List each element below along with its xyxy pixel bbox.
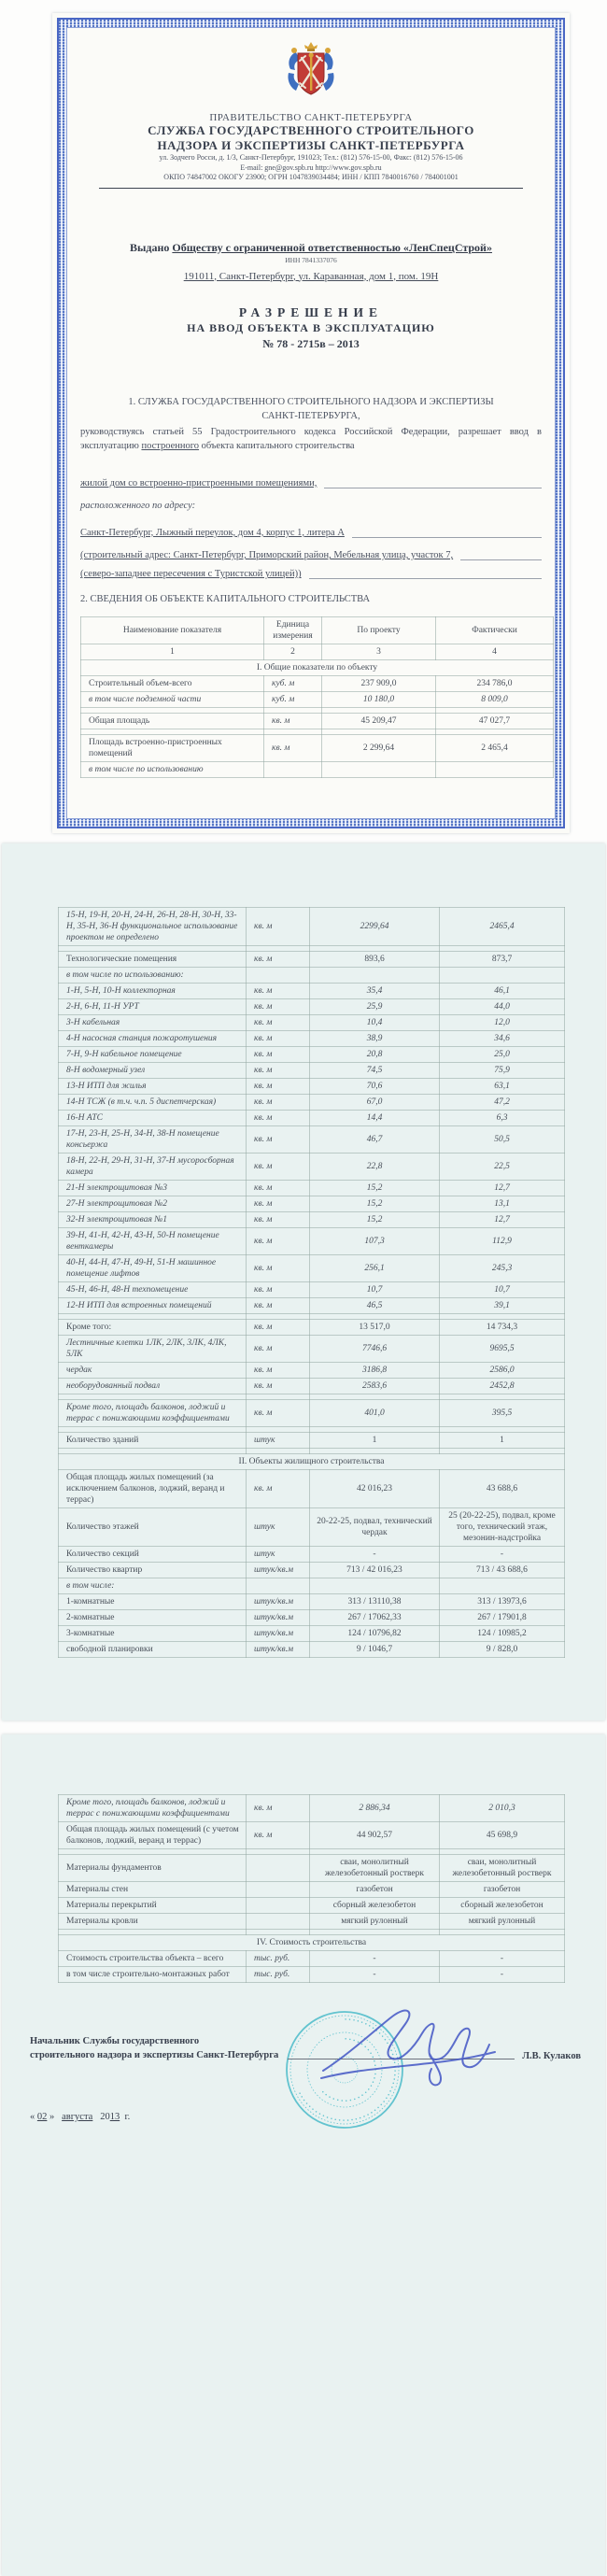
cell-project: 2 886,34 xyxy=(310,1795,440,1822)
cell-project: 38,9 xyxy=(310,1031,440,1047)
cell-name: 1-Н, 5-Н, 10-Н коллекторная xyxy=(59,984,247,999)
cell-name: 39-Н, 41-Н, 42-Н, 43-Н, 50-Н помещение венткамеры xyxy=(59,1228,247,1255)
cell-name: Кроме того, площадь балконов, лоджий и террас с понижающими коэффициентами xyxy=(59,1400,247,1427)
cell-fact: сборный железобетон xyxy=(440,1898,565,1914)
object-indicators-table xyxy=(80,616,554,778)
object-name-line: жилой дом со встроенно-пристроенными помещениями, xyxy=(80,474,542,488)
cell-fact: 22,5 xyxy=(440,1154,565,1181)
cell-fact xyxy=(440,968,565,984)
cell-name: 3-Н кабельная xyxy=(59,1015,247,1031)
table-row xyxy=(59,1363,565,1379)
cell-project: - xyxy=(310,1547,440,1563)
cell-fact: 873,7 xyxy=(440,952,565,968)
cell-unit: кв. м xyxy=(247,1079,310,1095)
table-row xyxy=(59,1951,565,1967)
cell-name: 2-Н, 6-Н, 11-Н УРТ xyxy=(59,999,247,1015)
cell-unit: кв. м xyxy=(247,984,310,999)
table-header-row xyxy=(81,617,554,644)
cell-name: Стоимость строительства объекта – всего xyxy=(59,1951,247,1967)
cell-unit: штук/кв.м xyxy=(247,1642,310,1658)
codes-line: ОКПО 74847002 ОКОГУ 23900; ОГРН 1047839034484; ИНН / КПП 7840016760 / 784001001 xyxy=(163,173,459,181)
cell-unit: кв. м xyxy=(247,1298,310,1314)
cell-unit xyxy=(264,762,322,778)
construction-address-line1: (строительный адрес: Санкт-Петербург, Приморский район, Мебельная улица, участок 7, xyxy=(80,545,542,560)
table-row xyxy=(59,1282,565,1298)
table-row xyxy=(59,1578,565,1594)
document-subtitle: НА ВВОД ОБЪЕКТА В ЭКСПЛУАТАЦИЮ xyxy=(187,320,435,334)
cell-fact: 267 / 17901,8 xyxy=(440,1610,565,1626)
col-header-name: Наименование показателя xyxy=(81,617,264,644)
cell-unit: кв. м xyxy=(247,1063,310,1079)
cell-project: 74,5 xyxy=(310,1063,440,1079)
table-row xyxy=(59,1111,565,1126)
cell-unit xyxy=(247,1855,310,1882)
cell-name: 2-комнатные xyxy=(59,1610,247,1626)
date-year: 13 xyxy=(109,2112,120,2122)
object-address-line: Санкт-Петербург, Лыжный переулок, дом 4, корпус 1, литера А xyxy=(80,523,542,538)
cell-unit: кв. м xyxy=(247,1047,310,1063)
cell-project: 67,0 xyxy=(310,1095,440,1111)
cell-name: 15-Н, 19-Н, 20-Н, 24-Н, 26-Н, 28-Н, 30-Н, 33-Н, 35-Н, 36-Н функциональное использование проектом не определено xyxy=(59,908,247,946)
cell-unit: кв. м xyxy=(247,1320,310,1336)
cell-project: 15,2 xyxy=(310,1181,440,1196)
cell-project: сваи, монолитный железобетонный ростверк xyxy=(310,1855,440,1882)
cell-project: 401,0 xyxy=(310,1400,440,1427)
cell-name: в том числе по использованию xyxy=(81,762,264,778)
cell-project: 893,6 xyxy=(310,952,440,968)
indicators-table-final xyxy=(58,1794,565,1983)
cell-name: в том числе: xyxy=(59,1578,247,1594)
government-line: ПРАВИТЕЛЬСТВО САНКТ-ПЕТЕРБУРГА xyxy=(209,112,413,123)
cell-fact: 2 465,4 xyxy=(436,735,554,762)
cell-project: - xyxy=(310,1951,440,1967)
spb-coat-of-arms-icon xyxy=(285,41,337,101)
cell-name: 12-Н ИТП для встроенных помещений xyxy=(59,1298,247,1314)
cell-name: 32-Н электрощитовая №1 xyxy=(59,1212,247,1228)
cell-fact: 6,3 xyxy=(440,1111,565,1126)
cell-name: 17-Н, 23-Н, 25-Н, 34-Н, 38-Н помещение консьержа xyxy=(59,1126,247,1154)
cell-name: Лестничные клетки 1ЛК, 2ЛК, 3ЛК, 4ЛК, 5ЛК xyxy=(59,1336,247,1363)
cell-fact: 9695,5 xyxy=(440,1336,565,1363)
header-rule xyxy=(99,188,523,189)
cell-name: 13-Н ИТП для жилья xyxy=(59,1079,247,1095)
cell-unit: кв. м xyxy=(247,908,310,946)
cell-name: чердак xyxy=(59,1363,247,1379)
cell-unit: кв. м xyxy=(247,1379,310,1394)
table-row xyxy=(59,1196,565,1212)
cell-unit: кв. м xyxy=(247,1470,310,1508)
cell-project: 10 180,0 xyxy=(322,692,436,708)
table-row xyxy=(59,1379,565,1394)
date-month: августа xyxy=(62,2112,93,2122)
cell-unit xyxy=(247,1914,310,1930)
issued-to-name: Обществу с ограниченной ответственностью «ЛенСпецСтрой» xyxy=(172,240,492,254)
col-header-unit: Единица измерения xyxy=(264,617,322,644)
date-day: 02 xyxy=(36,2112,48,2122)
cell-name: Строительный объем-всего xyxy=(81,676,264,692)
table-row xyxy=(59,1063,565,1079)
cell-name: Общая площадь xyxy=(81,714,264,729)
cell-fact: 313 / 13973,6 xyxy=(440,1594,565,1610)
cell-unit: тыс. руб. xyxy=(247,1951,310,1967)
table-row xyxy=(59,984,565,999)
cell-project: 46,5 xyxy=(310,1298,440,1314)
table-row xyxy=(59,1642,565,1658)
table-row xyxy=(59,1320,565,1336)
cell-unit: штук xyxy=(247,1508,310,1547)
cell-unit: штук/кв.м xyxy=(247,1563,310,1578)
table-row xyxy=(59,1126,565,1154)
cell-unit: кв. м xyxy=(247,1111,310,1126)
signer-name: Л.В. Кулаков xyxy=(522,2051,581,2061)
cell-unit: кв. м xyxy=(247,1031,310,1047)
cell-unit: кв. м xyxy=(264,735,322,762)
cell-fact: 245,3 xyxy=(440,1255,565,1282)
cell-fact: 10,7 xyxy=(440,1282,565,1298)
table-row xyxy=(59,1822,565,1849)
cell-name: 14-Н ТСЖ (в т.ч. ч.п. 5 диспетчерская) xyxy=(59,1095,247,1111)
cell-project: 25,9 xyxy=(310,999,440,1015)
contact-line: ул. Зодчего Росси, д. 1/3, Санкт-Петербург, 191023; Тел.: (812) 576-15-00, Факс: (812) 576-15-06 xyxy=(159,153,463,162)
table-row xyxy=(59,1336,565,1363)
cell-unit: штук/кв.м xyxy=(247,1610,310,1626)
cell-fact: 75,9 xyxy=(440,1063,565,1079)
table-row xyxy=(59,1898,565,1914)
issued-label: Выдано xyxy=(130,240,170,254)
cell-project xyxy=(322,762,436,778)
cell-name: Материалы перекрытий xyxy=(59,1898,247,1914)
cell-project: газобетон xyxy=(310,1882,440,1898)
cell-unit: штук xyxy=(247,1547,310,1563)
table-row xyxy=(59,1047,565,1063)
cell-unit: кв. м xyxy=(247,1095,310,1111)
table-row xyxy=(59,1610,565,1626)
table-row xyxy=(59,1470,565,1508)
cell-project: 1 xyxy=(310,1433,440,1449)
table-section-row: I. Общие показатели по объекту xyxy=(81,660,554,676)
cell-name: 7-Н, 9-Н кабельное помещение xyxy=(59,1047,247,1063)
document-page-1 xyxy=(52,13,570,833)
table-colnum-row: 1 2 3 4 xyxy=(81,644,554,660)
cell-unit: штук xyxy=(247,1433,310,1449)
cell-unit xyxy=(247,968,310,984)
cell-fact: 12,0 xyxy=(440,1015,565,1031)
col-header-project: По проекту xyxy=(322,617,436,644)
cell-fact: 45 698,9 xyxy=(440,1822,565,1849)
cell-project: 313 / 13110,38 xyxy=(310,1594,440,1610)
table-row xyxy=(59,1626,565,1642)
cell-name: 45-Н, 46-Н, 48-Н техпомещение xyxy=(59,1282,247,1298)
clause-1-org: 1. СЛУЖБА ГОСУДАРСТВЕННОГО СТРОИТЕЛЬНОГО НАДЗОРА И ЭКСПЕРТИЗЫ САНКТ-ПЕТЕРБУРГА, xyxy=(128,396,494,421)
cell-name: Количество секций xyxy=(59,1547,247,1563)
table-row xyxy=(59,1212,565,1228)
cell-unit: кв. м xyxy=(247,1795,310,1822)
cell-fact: 14 734,3 xyxy=(440,1320,565,1336)
table-row xyxy=(59,1154,565,1181)
cell-name: в том числе по использованию: xyxy=(59,968,247,984)
cell-unit: кв. м xyxy=(247,1363,310,1379)
table-row xyxy=(59,999,565,1015)
cell-fact: 112,9 xyxy=(440,1228,565,1255)
table-row xyxy=(59,1967,565,1983)
document-page-2 xyxy=(2,843,605,1720)
cell-unit: кв. м xyxy=(247,1154,310,1181)
table-row xyxy=(59,1400,565,1427)
table-row xyxy=(59,1228,565,1255)
cell-fact: 43 688,6 xyxy=(440,1470,565,1508)
cell-name: Материалы кровли xyxy=(59,1914,247,1930)
construction-address-line2: (северо-западнее пересечения с Туристской улицей)) xyxy=(80,564,542,579)
cell-name: 1-комнатные xyxy=(59,1594,247,1610)
section-2-title: 2. СВЕДЕНИЯ ОБ ОБЪЕКТЕ КАПИТАЛЬНОГО СТРОИТЕЛЬСТВА xyxy=(80,594,371,605)
table-row xyxy=(59,1563,565,1578)
svg-text:••••••••••••••••••••••••••••••: •••••••••••••••••••••••••••••••••••••••••••••••••••• xyxy=(296,2016,399,2124)
cell-unit: кв. м xyxy=(247,1255,310,1282)
cell-project: 10,4 xyxy=(310,1015,440,1031)
cell-name: Общая площадь жилых помещений (за исключением балконов, лоджий, веранд и террас) xyxy=(59,1470,247,1508)
cell-project: 2 299,64 xyxy=(322,735,436,762)
cell-project: 70,6 xyxy=(310,1079,440,1095)
table-row xyxy=(59,1095,565,1111)
cell-unit: штук/кв.м xyxy=(247,1626,310,1642)
table-row xyxy=(59,1547,565,1563)
document-page-3 xyxy=(2,1734,605,2576)
cell-fact: - xyxy=(440,1967,565,1983)
table-row xyxy=(59,952,565,968)
table-row xyxy=(59,1181,565,1196)
cell-project: 46,7 xyxy=(310,1126,440,1154)
cell-fact: 713 / 43 688,6 xyxy=(440,1563,565,1578)
cell-name: Материалы фундаментов xyxy=(59,1855,247,1882)
cell-project: 20-22-25, подвал, технический чердак xyxy=(310,1508,440,1547)
cell-project xyxy=(310,1578,440,1594)
cell-project: 2583,6 xyxy=(310,1379,440,1394)
cell-fact: 47 027,7 xyxy=(436,714,554,729)
cell-project: сборный железобетон xyxy=(310,1898,440,1914)
cell-fact: 25 (20-22-25), подвал, кроме того, технический этаж, мезонин-надстройка xyxy=(440,1508,565,1547)
cell-name: Количество этажей xyxy=(59,1508,247,1547)
document-title: РАЗРЕШЕНИЕ xyxy=(238,304,384,319)
cell-unit xyxy=(247,1898,310,1914)
cell-project xyxy=(310,968,440,984)
cell-fact: 234 786,0 xyxy=(436,676,554,692)
cell-unit: кв. м xyxy=(247,1282,310,1298)
cell-fact: 9 / 828,0 xyxy=(440,1642,565,1658)
cell-project: 15,2 xyxy=(310,1196,440,1212)
cell-project: 267 / 17062,33 xyxy=(310,1610,440,1626)
cell-fact: 2465,4 xyxy=(440,908,565,946)
cell-unit: кв. м xyxy=(247,1181,310,1196)
table-row xyxy=(59,968,565,984)
cell-fact: сваи, монолитный железобетонный ростверк xyxy=(440,1855,565,1882)
cell-name: необорудованный подвал xyxy=(59,1379,247,1394)
signer-position: Начальник Службы государственного строительного надзора и экспертизы Санкт-Петербурга xyxy=(30,2036,279,2060)
cell-project: 237 909,0 xyxy=(322,676,436,692)
issued-to-line xyxy=(80,241,542,255)
cell-unit: тыс. руб. xyxy=(247,1967,310,1983)
cell-fact: 12,7 xyxy=(440,1181,565,1196)
cell-name: Количество квартир xyxy=(59,1563,247,1578)
cell-fact: 2 010,3 xyxy=(440,1795,565,1822)
cell-name: 40-Н, 44-Н, 47-Н, 49-Н, 51-Н машинное помещение лифтов xyxy=(59,1255,247,1282)
table-section-row: II. Объекты жилищного строительства xyxy=(59,1454,565,1470)
cell-project: 10,7 xyxy=(310,1282,440,1298)
guilloche-border-frame xyxy=(57,18,565,828)
cell-project: 45 209,47 xyxy=(322,714,436,729)
cell-name: 3-комнатные xyxy=(59,1626,247,1642)
cell-project: 22,8 xyxy=(310,1154,440,1181)
cell-fact: 13,1 xyxy=(440,1196,565,1212)
cell-unit: кв. м xyxy=(247,1336,310,1363)
cell-name: 21-Н электрощитовая №3 xyxy=(59,1181,247,1196)
cell-unit xyxy=(247,1578,310,1594)
cell-name: 8-Н водомерный узел xyxy=(59,1063,247,1079)
table-row xyxy=(59,1795,565,1822)
cell-fact: 34,6 xyxy=(440,1031,565,1047)
cell-name: в том числе строительно-монтажных работ xyxy=(59,1967,247,1983)
cell-fact: мягкий рулонный xyxy=(440,1914,565,1930)
table-row xyxy=(81,714,554,729)
table-row xyxy=(59,1508,565,1547)
cell-fact: 46,1 xyxy=(440,984,565,999)
cell-project: 2299,64 xyxy=(310,908,440,946)
cell-fact: 2586,0 xyxy=(440,1363,565,1379)
cell-unit: кв. м xyxy=(247,1822,310,1849)
located-at-label: расположенного по адресу: xyxy=(80,500,196,511)
table-row xyxy=(59,1015,565,1031)
cell-name: 18-Н, 22-Н, 29-Н, 31-Н, 37-Н мусоросборная камера xyxy=(59,1154,247,1181)
cell-unit: кв. м xyxy=(247,1212,310,1228)
cell-project: 713 / 42 016,23 xyxy=(310,1563,440,1578)
cell-fact: - xyxy=(440,1547,565,1563)
col-header-fact: Фактически xyxy=(436,617,554,644)
cell-fact xyxy=(436,762,554,778)
cell-project: 107,3 xyxy=(310,1228,440,1255)
cell-fact: 47,2 xyxy=(440,1095,565,1111)
indicators-table-continued xyxy=(58,907,565,1658)
cell-project: мягкий рулонный xyxy=(310,1914,440,1930)
table-row xyxy=(59,1079,565,1095)
cell-name: Материалы стен xyxy=(59,1882,247,1898)
cell-unit: кв. м xyxy=(247,1126,310,1154)
table-row xyxy=(59,1298,565,1314)
cell-name: в том числе подземной части xyxy=(81,692,264,708)
cell-fact: 25,0 xyxy=(440,1047,565,1063)
cell-name: Площадь встроенно-пристроенных помещений xyxy=(81,735,264,762)
cell-project: 42 016,23 xyxy=(310,1470,440,1508)
cell-project: 256,1 xyxy=(310,1255,440,1282)
cell-fact: 2452,8 xyxy=(440,1379,565,1394)
table-row xyxy=(81,676,554,692)
cell-fact xyxy=(440,1578,565,1594)
email-line: E-mail: gne@gov.spb.ru http://www.gov.spb.ru xyxy=(240,163,382,172)
table-row xyxy=(81,762,554,778)
cell-name: Общая площадь жилых помещений (с учетом балконов, лоджий, веранд и террас) xyxy=(59,1822,247,1849)
document-number: № 78 - 2715в – 2013 xyxy=(262,336,360,350)
handwritten-signature xyxy=(318,1998,500,2091)
cell-fact: 12,7 xyxy=(440,1212,565,1228)
cell-name: 4-Н насосная станция пожаротушения xyxy=(59,1031,247,1047)
cell-fact: 63,1 xyxy=(440,1079,565,1095)
date-line: « 02 » августа 2013 г. xyxy=(30,2112,131,2122)
table-row xyxy=(59,1855,565,1882)
cell-unit xyxy=(247,1882,310,1898)
cell-fact: газобетон xyxy=(440,1882,565,1898)
cell-name: 27-Н электрощитовая №2 xyxy=(59,1196,247,1212)
cell-name: 16-Н АТС xyxy=(59,1111,247,1126)
cell-fact: 39,1 xyxy=(440,1298,565,1314)
cell-unit: куб. м xyxy=(264,692,322,708)
table-row xyxy=(59,908,565,946)
cell-unit: куб. м xyxy=(264,676,322,692)
recipient-address: 191011, Санкт-Петербург, ул. Караванная, дом 1, пом. 19Н xyxy=(183,270,439,282)
cell-fact: 395,5 xyxy=(440,1400,565,1427)
recipient-inn: ИНН 7841337076 xyxy=(285,255,337,264)
cell-name: Кроме того: xyxy=(59,1320,247,1336)
cell-project: 124 / 10796,82 xyxy=(310,1626,440,1642)
cell-unit: штук/кв.м xyxy=(247,1594,310,1610)
cell-project: - xyxy=(310,1967,440,1983)
cell-unit: кв. м xyxy=(247,1228,310,1255)
cell-unit: кв. м xyxy=(247,1196,310,1212)
cell-project: 3186,8 xyxy=(310,1363,440,1379)
cell-fact: 8 009,0 xyxy=(436,692,554,708)
table-row xyxy=(81,735,554,762)
cell-project: 35,4 xyxy=(310,984,440,999)
table-row xyxy=(59,1433,565,1449)
cell-name: Количество зданий xyxy=(59,1433,247,1449)
cell-unit: кв. м xyxy=(247,952,310,968)
cell-name: Кроме того, площадь балконов, лоджий и террас с понижающими коэффициентами xyxy=(59,1795,247,1822)
cell-fact: - xyxy=(440,1951,565,1967)
cell-project: 13 517,0 xyxy=(310,1320,440,1336)
svg-text:•••••••••••••••••••••••••••••: ••••••••••••••••••••••••••••• xyxy=(318,2035,379,2104)
cell-fact: 50,5 xyxy=(440,1126,565,1154)
service-name-line1: СЛУЖБА ГОСУДАРСТВЕННОГО СТРОИТЕЛЬНОГО xyxy=(148,123,474,137)
cell-fact: 1 xyxy=(440,1433,565,1449)
table-row xyxy=(59,1255,565,1282)
cell-project: 14,4 xyxy=(310,1111,440,1126)
cell-name: свободной планировки xyxy=(59,1642,247,1658)
cell-project: 9 / 1046,7 xyxy=(310,1642,440,1658)
table-row xyxy=(81,692,554,708)
cell-project: 20,8 xyxy=(310,1047,440,1063)
cell-project: 44 902,57 xyxy=(310,1822,440,1849)
cell-name: Технологические помещения xyxy=(59,952,247,968)
cell-fact: 124 / 10985,2 xyxy=(440,1626,565,1642)
clause-1-body: руководствуясь статьей 55 Градостроительного кодекса Российской Федерации, разрешает ввод в эксплуатацию построенного объекта капитального строительства xyxy=(80,426,542,451)
cell-unit: кв. м xyxy=(247,1015,310,1031)
table-row xyxy=(59,1882,565,1898)
cell-unit: кв. м xyxy=(247,999,310,1015)
table-row xyxy=(59,1914,565,1930)
cell-unit: кв. м xyxy=(264,714,322,729)
table-section-row: IV. Стоимость строительства xyxy=(59,1935,565,1951)
table-row xyxy=(59,1031,565,1047)
table-row xyxy=(59,1594,565,1610)
cell-unit: кв. м xyxy=(247,1400,310,1427)
cell-project: 7746,6 xyxy=(310,1336,440,1363)
cell-fact: 44,0 xyxy=(440,999,565,1015)
cell-project: 15,2 xyxy=(310,1212,440,1228)
service-name-line2: НАДЗОРА И ЭКСПЕРТИЗЫ САНКТ-ПЕТЕРБУРГА xyxy=(157,138,465,152)
